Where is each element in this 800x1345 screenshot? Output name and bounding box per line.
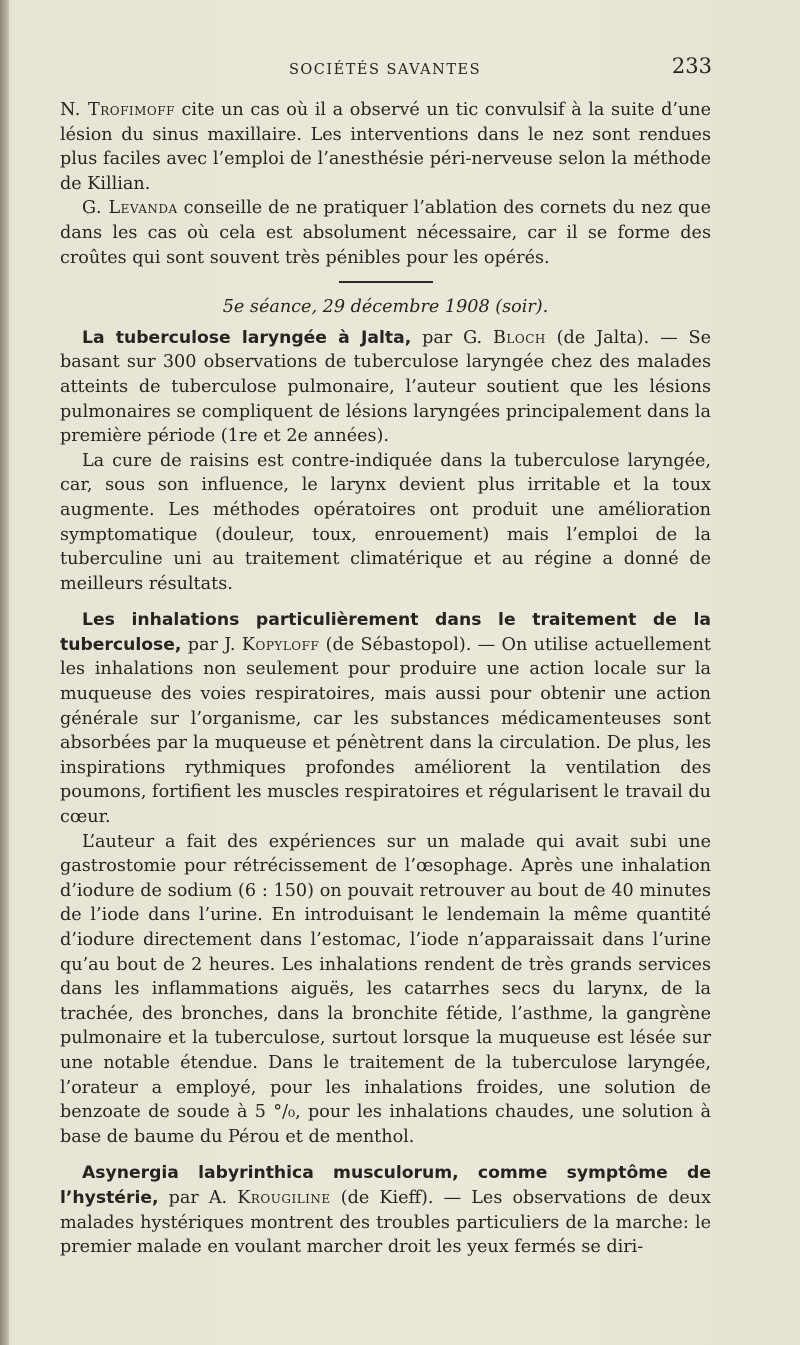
byline-prefix: par G.: [411, 327, 493, 348]
article-inhalations: [60, 608, 711, 829]
paragraph-text: La cure de raisins est contre-indiquée dans la tuberculose laryngée, car, sous son influence, le larynx devient plus irritable et la toux augmente. Les méthodes opératoires ont produit une amélioration symptomatique (douleur, toux, enrouement) mais l’emploi de la tuberculine uni au traitement climatérique et au régine a donné de meilleurs résultats.: [60, 450, 711, 594]
section-divider: [339, 281, 433, 283]
byline-prefix: par A.: [158, 1187, 238, 1208]
paragraph-text: (de Jalta). — Se basant sur 300 observations de tuberculose laryngée chez des malades atteints de tuberculose pulmonaire, l’auteur soutient que les lésions pulmonaires se compliquent de lésions laryngées principalement dans la première période (1re et 2e années).: [60, 327, 711, 447]
paragraph-text: (de Kieff). — Les observations de deux malades hystériques montrent des troubles particuliers de la marche: le premier malade en voulant marcher droit les yeux fermés se diri-: [60, 1187, 711, 1258]
page-binding-shadow: [0, 0, 9, 1345]
paragraph-levanda: [60, 196, 711, 270]
article-tuberculose-laryngee: [60, 326, 711, 449]
article-heading: Asynergia labyrinthica musculorum, comme symptôme de l’hystérie,: [60, 1163, 711, 1208]
paragraph-text: cite un cas où il a observé un tic convulsif à la suite d’une lésion du sinus maxillaire. Les interventions dans le nez sont rendues plus faciles avec l’emploi de l’anesthésie péri-nerveuse selon la méthode de Killian.: [60, 100, 712, 194]
author-name: G. Levanda: [82, 198, 178, 219]
spacer: [60, 596, 711, 608]
author-name: Krougiline: [237, 1187, 331, 1208]
spacer: [60, 1149, 711, 1161]
paragraph-text: conseille de ne pratiquer l’ablation des cornets du nez que dans les cas où cela est absolument nécessaire, car il se forme des croûtes qui sont souvent très pénibles pour les opérés.: [60, 198, 711, 268]
author-name: N. Trofimoff: [60, 100, 175, 120]
session-heading: 5e séance, 29 décembre 1908 (soir).: [222, 297, 549, 318]
running-header: SOCIÉTÉS SAVANTES: [288, 62, 482, 78]
page-number: 233: [671, 54, 712, 78]
paragraph-text: (de Sébastopol). — On utilise actuellement les inhalations non seulement pour produire une action locale sur la muqueuse des voies respiratoires, mais aussi pour obtenir une action générale sur l’organisme, car les substances médicamenteuses sont absorbées par la muqueuse et pénètrent dans la circulation. De plus, les inspirations rythmiques profondes améliorent la ventilation des poumons, fortifient les muscles respiratoires et régularisent le travail du cœur.: [60, 634, 711, 828]
page-body: [60, 98, 711, 1260]
paragraph-trofimoff: [60, 98, 711, 196]
article-heading: Les inhalations particulièrement dans le traitement de la tuberculose,: [60, 610, 711, 655]
byline-prefix: par J.: [181, 634, 242, 655]
paragraph-text: L’auteur a fait des expériences sur un malade qui avait subi une gastrostomie pour rétrécissement de l’œsophage. Après une inhalation d’iodure de sodium (6 : 150) on pouvait retrouver au bout de 40 minutes de l’iode dans l’urine. En introduisant le lendemain la même quantité d’iodure directement dans l’estomac, l’iode n’apparaissait dans l’urine qu’au bout de 2 heures. Les inhalations rendent de très grands services dans les inflammations aiguës, les catarrhes secs du larynx, de la trachée, des bronches, dans la bronchite fétide, l’asthme, la gangrène pulmonaire et la tuberculose, surtout lorsque la muqueuse est lésée sur une notable étendue. Dans le traitement de la tuberculose laryngée, l’orateur a employé, pour les inhalations froides, une solution de benzoate de soude à 5 °/₀, pour les inhalations chaudes, une solution à base de baume du Pérou et de menthol.: [60, 831, 711, 1147]
article-heading: La tuberculose laryngée à Jalta,: [82, 327, 412, 348]
article-asynergia: [60, 1161, 711, 1259]
author-name: Kopyloff: [241, 634, 320, 655]
author-name: Bloch: [492, 327, 546, 348]
